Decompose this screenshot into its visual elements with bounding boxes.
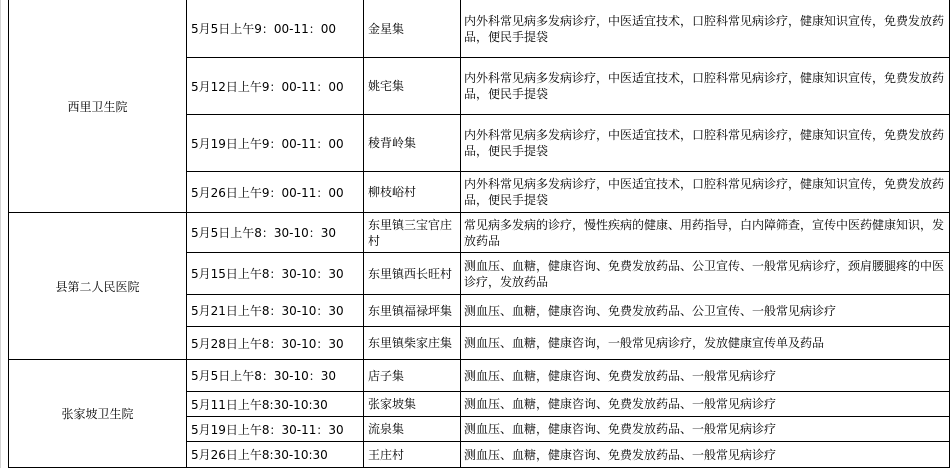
services-text: 测血压、血糖，健康咨询、免费发放药品、一般常见病诊疗 [464,397,777,411]
time-cell[interactable] [187,115,364,172]
services-text: 内外科常见病多发病诊疗，中医适宜技术，口腔科常见病诊疗，健康知识宣传，免费发放药品，便民手提袋 [464,71,945,101]
place-text: 王庄村 [368,447,405,462]
time-text: 5月15日上午8：30-10：30 [191,267,344,281]
time-text: 5月28日上午8：30-10：30 [191,336,344,351]
time-cell[interactable] [187,327,364,360]
place-text: 柳枝峪村 [368,185,417,199]
place-cell[interactable] [364,295,461,327]
time-text: 5月5日上午9：00-11：00 [191,22,337,36]
time-text: 5月26日上午9：00-11：00 [191,185,344,200]
services-cell[interactable] [461,253,950,295]
hospital-cell[interactable] [8,360,187,468]
hospital-name: 县第二人民医院 [55,279,140,294]
services-cell[interactable] [461,360,950,392]
services-cell[interactable] [461,392,950,417]
services-cell[interactable] [461,115,950,172]
place-cell[interactable] [364,253,461,295]
place-cell[interactable] [364,172,461,213]
place-cell[interactable] [364,213,461,253]
place-text: 张家坡集 [368,397,417,411]
services-cell[interactable] [461,417,950,442]
gridline [0,0,1,468]
place-text: 东里镇福禄坪集 [368,303,453,318]
time-text: 5月11日上午8:30-10:30 [191,397,328,412]
services-cell[interactable] [461,327,950,360]
time-cell[interactable] [187,295,364,327]
time-text: 5月19日上午8：30-11：30 [191,422,344,437]
services-text: 测血压、血糖，健康咨询、免费发放药品、一般常见病诊疗 [464,422,777,436]
services-cell[interactable] [461,213,950,253]
hospital-name: 西里卫生院 [67,99,128,114]
place-cell[interactable] [364,417,461,442]
place-text: 东里镇三宝官庄村 [368,217,453,248]
place-text: 东里镇西长旺村 [368,266,453,281]
services-text: 测血压、血糖，健康咨询，一般常见病诊疗，发放健康宣传单及药品 [464,336,825,350]
services-text: 内外科常见病多发病诊疗，中医适宜技术，口腔科常见病诊疗，健康知识宣传，免费发放药品，便民手提袋 [464,128,945,158]
place-cell[interactable] [364,327,461,360]
hospital-cell[interactable] [8,0,187,213]
time-cell[interactable] [187,58,364,115]
place-cell[interactable] [364,0,461,58]
time-cell[interactable] [187,392,364,417]
place-cell[interactable] [364,392,461,417]
time-text: 5月12日上午9：00-11：00 [191,79,344,94]
time-cell[interactable] [187,0,364,58]
place-text: 金星集 [368,21,405,36]
time-cell[interactable] [187,253,364,295]
time-cell[interactable] [187,172,364,213]
time-cell[interactable] [187,442,364,468]
time-cell[interactable] [187,360,364,392]
services-text: 测血压、血糖，健康咨询、免费发放药品、公卫宣传、一般常见病诊疗，颈肩腰腿疼的中医诊疗，发放药品 [464,258,945,289]
hospital-cell[interactable] [8,213,187,360]
place-text: 姚宅集 [368,79,405,93]
services-text: 内外科常见病多发病诊疗，中医适宜技术，口腔科常见病诊疗，健康知识宣传，免费发放药品，便民手提袋 [464,13,945,44]
services-text: 测血压、血糖，健康咨询、免费发放药品、一般常见病诊疗 [464,447,777,462]
services-text: 内外科常见病多发病诊疗，中医适宜技术，口腔科常见病诊疗，健康知识宣传，免费发放药品，便民手提袋 [464,177,945,207]
place-cell[interactable] [364,360,461,392]
place-cell[interactable] [364,115,461,172]
time-text: 5月5日上午8：30-10：30 [191,369,337,383]
place-text: 流泉集 [368,422,405,436]
place-text: 东里镇柴家庄集 [368,336,453,350]
place-text: 稜背岭集 [368,136,417,150]
services-cell[interactable] [461,172,950,213]
time-cell[interactable] [187,417,364,442]
services-cell[interactable] [461,442,950,468]
place-cell[interactable] [364,58,461,115]
services-text: 测血压、血糖，健康咨询、免费发放药品、一般常见病诊疗 [464,368,777,383]
place-text: 店子集 [368,368,405,383]
time-text: 5月26日上午8:30-10:30 [191,448,328,462]
time-text: 5月19日上午9：00-11：00 [191,136,344,151]
time-text: 5月5日上午8：30-10：30 [191,226,337,240]
services-text: 测血压、血糖，健康咨询、免费发放药品、公卫宣传、一般常见病诊疗 [464,303,837,318]
services-cell[interactable] [461,58,950,115]
services-text: 常见病多发病的诊疗，慢性疾病的健康、用药指导，白内障筛查，宣传中医药健康知识，发放药品 [464,217,945,248]
place-cell[interactable] [364,442,461,468]
services-cell[interactable] [461,0,950,58]
time-text: 5月21日上午8：30-10：30 [191,304,344,318]
hospital-name: 张家坡卫生院 [61,407,134,421]
services-cell[interactable] [461,295,950,327]
time-cell[interactable] [187,213,364,253]
